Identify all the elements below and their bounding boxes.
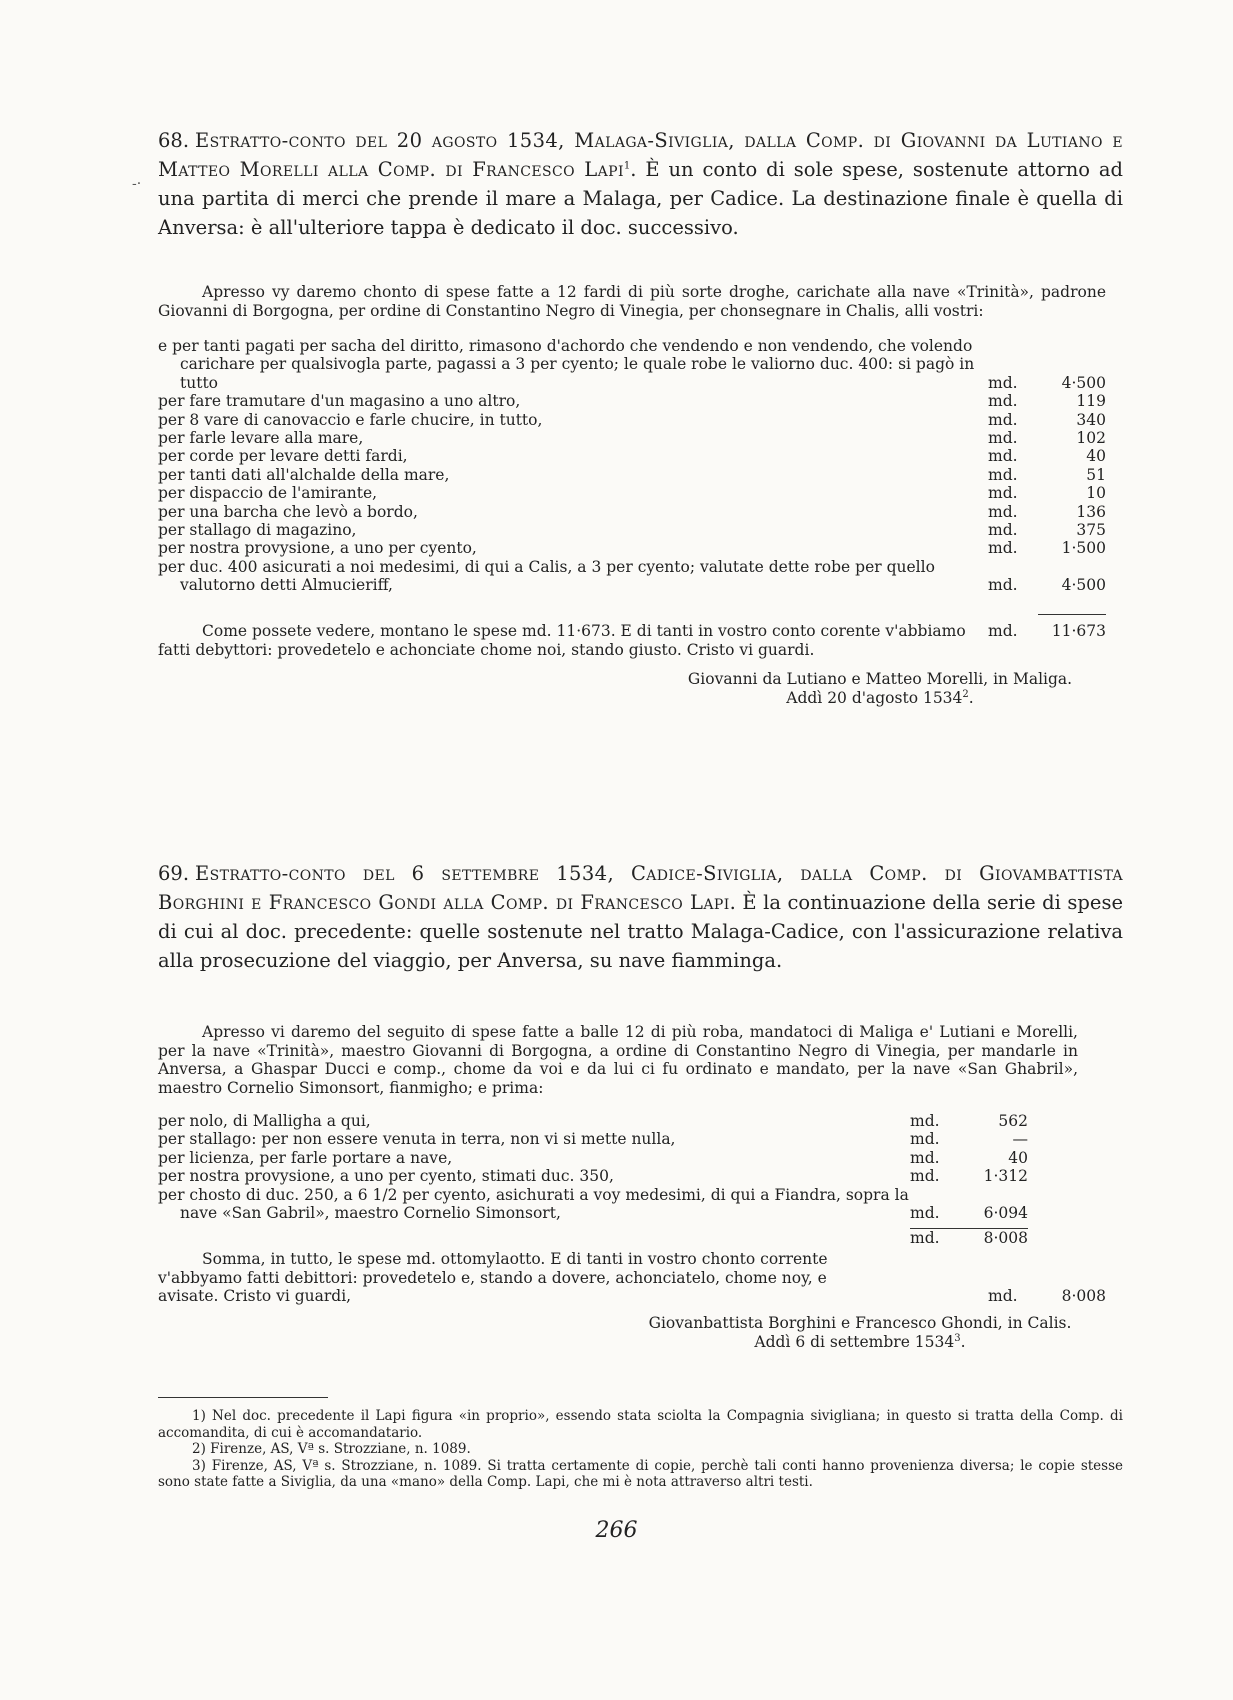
doc68-heading: [158, 126, 1123, 242]
doc69-signature-block: [620, 1314, 1100, 1352]
table-row: [158, 337, 1106, 392]
total-amount: 8·008: [960, 1228, 1028, 1247]
entry-text: per licienza, per farle portare a nave,: [158, 1148, 453, 1167]
entry-text: per corde per levare detti fardi,: [158, 447, 408, 466]
table-row: [158, 539, 1106, 557]
table-row: [158, 392, 1106, 410]
closing-amount: 11·673: [1051, 622, 1106, 640]
entry-unit: md.: [988, 576, 1018, 595]
entry-text: per stallago di magazino,: [158, 521, 357, 540]
entry-amount: 119: [1076, 392, 1106, 411]
doc68-title: Estratto-conto del 20 agosto 1534, Malaga-Siviglia, dalla Comp. di Giovanni da Lutiano e Matteo Morelli alla Comp. di Francesco Lapi: [158, 129, 1123, 181]
doc69-signature: Giovanbattista Borghini e Francesco Ghondi, in Calis.: [648, 1314, 1072, 1332]
closing-amount: 8·008: [1061, 1287, 1106, 1305]
entry-text: per fare tramutare d'un magasino a uno altro,: [158, 392, 521, 411]
total-row: [158, 1228, 1028, 1247]
entry-unit: md.: [910, 1167, 940, 1186]
doc69-intro: [158, 1023, 1078, 1097]
entry-text: per duc. 400 asicurati a noi medesimi, di qui a Calis, a 3 per cyento; valutate dette robe per quello valutorno detti Almucieriff,: [158, 557, 935, 595]
entry-unit: md.: [988, 484, 1018, 503]
table-row: [158, 429, 1106, 447]
entry-amount: 1·312: [983, 1167, 1028, 1186]
entry-unit: md.: [910, 1112, 940, 1130]
doc69-heading: [158, 859, 1123, 975]
doc68-intro: [158, 283, 1106, 320]
doc68-intro-text: Apresso vy daremo chonto di spese fatte a 12 fardi di più sorte droghe, carichate alla nave «Trinità», padrone Giovanni di Borgogna, per ordine di Constantino Negro di Vinegia, per chonsegnare in Chalis, alli vostri:: [158, 283, 1106, 320]
doc69-entries: [158, 1112, 1028, 1248]
entry-unit: md.: [988, 373, 1018, 392]
doc68-date-line: Addì 20 d'agosto 1534$^2$.: [786, 688, 974, 707]
table-row: [158, 1130, 1028, 1148]
entry-unit: md.: [988, 410, 1018, 429]
footnote: [158, 1441, 1123, 1458]
entry-text: per tanti dati all'alchalde della mare,: [158, 465, 450, 484]
entry-text: per stallago: per non essere venuta in terra, non vi si mette nulla,: [158, 1130, 676, 1149]
table-row: [158, 1186, 1028, 1223]
doc68-date: Addì 20 d'agosto 1534: [786, 689, 963, 707]
table-row: [158, 503, 1106, 521]
doc69-title: Estratto-conto del 6 settembre 1534, Cadice-Siviglia, dalla Comp. di Giovambattista Borghini e Francesco Gondi alla Comp. di Francesco Lapi: [158, 862, 1123, 914]
entry-amount: 4·500: [1061, 576, 1106, 595]
table-row: [158, 521, 1106, 539]
footnote-text: Firenze, AS, Vª s. Strozziane, n. 1089.: [210, 1441, 471, 1457]
doc68-signature-block: [660, 670, 1100, 708]
table-row: [158, 1167, 1028, 1185]
entry-text: e per tanti pagati per sacha del diritto, rimasono d'achordo che vendendo e non vendendo, che volendo carichare per qualsivogla parte, pagassi a 3 per cyento; le quale robe le valiorno duc. 400: si pagò in tutto: [158, 337, 975, 392]
entry-text: per dispaccio de l'amirante,: [158, 484, 378, 503]
doc69-date-line: Addì 6 di settembre 1534$^3$.: [754, 1332, 966, 1351]
entry-amount: 6·094: [983, 1204, 1028, 1223]
doc68-entries: [158, 337, 1106, 595]
doc68-number: 68.: [158, 129, 190, 152]
doc68-description: . È un conto di sole spese, sostenute attorno ad una partita di merci che prende il mare a Malaga, per Cadice. La destinazione finale è quella di Anversa: è all'ulteriore tappa è dedicato il doc. successivo.: [158, 158, 1123, 239]
page-number: 266: [595, 1518, 638, 1543]
table-row: [158, 484, 1106, 502]
entry-unit: md.: [910, 1130, 940, 1149]
entry-unit: md.: [988, 392, 1018, 411]
entry-text: per 8 vare di canovaccio e farle chucire, in tutto,: [158, 410, 543, 429]
entry-amount: 562: [998, 1112, 1028, 1130]
closing-text: Somma, in tutto, le spese md. ottomylaotto. E di tanti in vostro chonto corrente v'abbyamo fatti debittori: provedetelo e, stando a dovere, achonciatelo, chome noy, e avisate. Cristo vi guardi,: [158, 1250, 828, 1305]
entry-amount: 40: [1008, 1148, 1028, 1167]
footnote: [158, 1458, 1123, 1491]
doc68-fn-ref: 1: [623, 160, 631, 172]
entry-unit: md.: [988, 521, 1018, 540]
table-row: [158, 447, 1106, 465]
closing-text: Come possete vedere, montano le spese md. 11·673. E di tanti in vostro conto corente v'abbiamo fatti debyttori: provedetelo e achonciate chome noi, stando giusto. Cristo vi guardi.: [158, 622, 966, 659]
doc69-intro-text: Apresso vi daremo del seguito di spese fatte a balle 12 di più roba, mandatoci di Maliga e' Lutiani e Morelli, per la nave «Trinità», maestro Giovanni di Borgogna, a ordine di Constantino Negro di Vinegia, per mandarle in Anversa, a Ghaspar Ducci e comp., chome da voi e da lui ci fu ordinato e mandato, per la nave «San Ghabril», maestro Cornelio Simonsort, fianmigho; e prima:: [158, 1023, 1078, 1097]
margin-mark: -·: [132, 176, 142, 192]
doc69-date: Addì 6 di settembre 1534: [754, 1333, 955, 1351]
doc68-date-fn: 2: [962, 688, 969, 700]
table-row: [158, 1149, 1028, 1167]
entry-unit: md.: [988, 502, 1018, 521]
footnote-mark: 1): [192, 1408, 206, 1424]
closing-unit: md.: [988, 1287, 1018, 1305]
closing-row: [158, 622, 1106, 659]
footnote-mark: 2): [192, 1441, 206, 1457]
sum-rule: [1038, 614, 1106, 615]
footnote: [158, 1408, 1123, 1441]
footnotes: [158, 1408, 1123, 1491]
entry-amount: 40: [1086, 447, 1106, 466]
entry-unit: md.: [988, 429, 1018, 448]
closing-row: [158, 1250, 1106, 1306]
closing-unit: md.: [988, 622, 1018, 640]
doc69-description: . È la continuazione della serie di spese di cui al doc. precedente: quelle sostenute nel tratto Malaga-Cadice, con l'assicurazione relativa alla prosecuzione del viaggio, per Anversa, su nave fiamminga.: [158, 891, 1123, 972]
entry-unit: md.: [988, 539, 1018, 558]
table-row: [158, 558, 1106, 595]
entry-unit: md.: [910, 1204, 940, 1223]
entry-amount: 4·500: [1061, 373, 1106, 392]
entry-amount: 136: [1076, 502, 1106, 521]
doc69-number: 69.: [158, 862, 190, 885]
entry-text: per nolo, di Malligha a qui,: [158, 1112, 371, 1130]
entry-unit: md.: [988, 447, 1018, 466]
entry-unit: md.: [910, 1148, 940, 1167]
entry-unit: md.: [988, 465, 1018, 484]
table-row: [158, 411, 1106, 429]
entry-amount: 375: [1076, 521, 1106, 540]
footnote-text: Nel doc. precedente il Lapi figura «in proprio», essendo stata sciolta la Compagnia sivigliana; in questo si tratta della Comp. di accomandita, di cui è accomandatario.: [158, 1408, 1123, 1441]
entry-text: per nostra provysione, a uno per cyento, stimati duc. 350,: [158, 1167, 614, 1186]
entry-text: per chosto di duc. 250, a 6 1/2 per cyento, asichurati a voy medesimi, di qui a Fiandra, sopra la nave «San Gabril», maestro Cornelio Simonsort,: [158, 1185, 909, 1223]
footnote-text: Firenze, AS, Vª s. Strozziane, n. 1089. Si tratta certamente di copie, perchè tali conti hanno provenienza diversa; le copie stesse sono state fatte a Siviglia, da una «mano» della Comp. Lapi, che mi è nota attraverso altri testi.: [158, 1457, 1124, 1490]
entry-amount: 102: [1076, 429, 1106, 448]
entry-amount: 10: [1086, 484, 1106, 503]
entry-amount: 340: [1076, 410, 1106, 429]
table-row: [158, 466, 1106, 484]
entry-text: per nostra provysione, a uno per cyento,: [158, 539, 477, 558]
entry-amount: 51: [1086, 465, 1106, 484]
table-row: [158, 1112, 1028, 1130]
entry-text: per una barcha che levò a bordo,: [158, 502, 418, 521]
footnote-mark: 3): [192, 1457, 206, 1474]
doc69-date-fn: 3: [954, 1332, 961, 1344]
entry-text: per farle levare alla mare,: [158, 429, 364, 448]
doc68-signature: Giovanni da Lutiano e Matteo Morelli, in Maliga.: [687, 670, 1073, 688]
total-unit: md.: [910, 1228, 960, 1247]
entry-amount: 1·500: [1061, 539, 1106, 558]
doc68-closing: [158, 622, 1106, 659]
doc69-closing: [158, 1250, 1106, 1306]
entry-amount: —: [1012, 1130, 1028, 1149]
footnote-rule: [158, 1397, 328, 1398]
